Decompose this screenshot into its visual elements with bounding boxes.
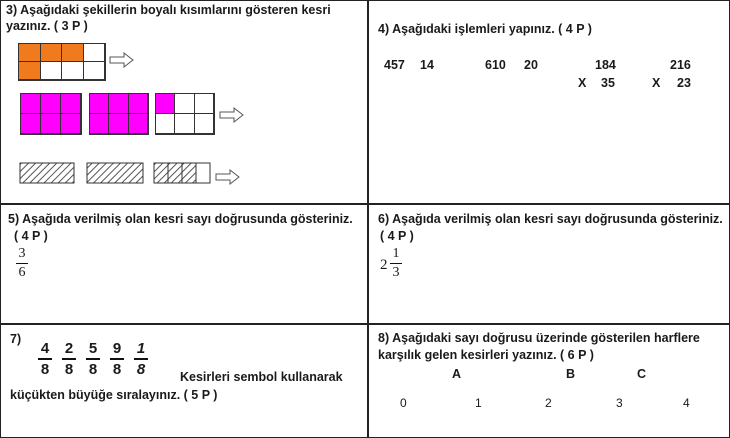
right-arrow-icon (110, 53, 133, 67)
hatched-bar-3 (154, 163, 210, 183)
q6-title-line2: ( 4 P ) (380, 229, 414, 243)
tick-label-2: 2 (545, 396, 552, 410)
hatched-bar-2 (87, 163, 143, 183)
q7-text-part1 (180, 369, 343, 385)
division-1-divisor: 14 (420, 58, 434, 72)
point-label-a: A (452, 367, 462, 381)
tick-label-3: 3 (616, 396, 623, 410)
fraction-denominator: 8 (40, 361, 50, 378)
q5-title-line2: ( 4 P ) (14, 229, 48, 243)
fraction-bar (134, 358, 148, 360)
q5-fraction (16, 246, 28, 281)
fraction-bar (62, 358, 76, 360)
multiplication-2-operator: X (652, 76, 661, 90)
multiplication-1-bottom: 35 (601, 76, 615, 90)
point-label-c: C (637, 367, 647, 381)
fraction-bar (16, 263, 28, 264)
q7-fraction (38, 340, 52, 378)
fraction-bar (38, 358, 52, 360)
fraction-numerator: 4 (40, 340, 50, 357)
fraction-numerator: 9 (112, 340, 122, 357)
tick-label-4: 4 (683, 396, 690, 410)
multiplication-2-bottom: 23 (677, 76, 691, 90)
q7-fraction (62, 340, 76, 378)
division-2-divisor: 20 (524, 58, 538, 72)
fraction-bar (86, 358, 100, 360)
hatched-bar-1 (20, 163, 74, 183)
q7-text-part1-span: Kesirleri sembol kullanarak (180, 370, 343, 384)
q3-title-line2: yazınız. ( 3 P ) (6, 19, 88, 33)
fraction-bar (390, 263, 402, 264)
division-2-dividend: 610 (485, 58, 506, 72)
q7-fraction (134, 340, 148, 378)
multiplication-1-top: 184 (595, 58, 616, 72)
multiplication-1-operator: X (578, 76, 587, 90)
fraction-numerator: 3 (18, 246, 26, 261)
q6-whole-number: 2 (380, 257, 388, 273)
q7-label: 7) (10, 332, 22, 346)
q5-title-line1: 5) Aşağıda verilmiş olan kesri sayı doğrusunda gösteriniz. (8, 212, 353, 226)
right-arrow-icon (216, 170, 239, 184)
q8-title-line2: karşılık gelen kesirleri yazınız. ( 6 P ) (378, 348, 594, 362)
division-1-dividend: 457 (384, 58, 405, 72)
q3-title-line1: 3) Aşağıdaki şekillerin boyalı kısımlarını gösteren kesri (6, 3, 331, 17)
fraction-numerator: 5 (88, 340, 98, 357)
q4-title: 4) Aşağıdaki işlemleri yapınız. ( 4 P ) (378, 22, 592, 36)
fraction-bar (110, 358, 124, 360)
q6-fraction (390, 246, 402, 281)
q7-fraction (110, 340, 124, 378)
fraction-numerator: 2 (64, 340, 74, 357)
fraction-denominator: 8 (136, 361, 146, 378)
q6-title-line1: 6) Aşağıda verilmiş olan kesri sayı doğrusunda gösteriniz. (378, 212, 723, 226)
fraction-denominator: 3 (392, 265, 400, 280)
fraction-denominator: 8 (88, 361, 98, 378)
q8-title-line1: 8) Aşağıdaki sayı doğrusu üzerinde gösterilen harflere (378, 331, 700, 345)
point-label-b: B (566, 367, 576, 381)
tick-label-1: 1 (475, 396, 482, 410)
multiplication-2-top: 216 (670, 58, 691, 72)
q7-text-part2: küçükten büyüğe sıralayınız. ( 5 P ) (10, 388, 218, 402)
right-arrow-icon (220, 108, 243, 122)
fraction-numerator: 1 (392, 246, 400, 261)
fraction-denominator: 6 (18, 265, 26, 280)
q7-fraction (86, 340, 100, 378)
fraction-denominator: 8 (64, 361, 74, 378)
fraction-numerator: 1 (136, 340, 146, 357)
tick-label-0: 0 (400, 396, 407, 410)
fraction-denominator: 8 (112, 361, 122, 378)
